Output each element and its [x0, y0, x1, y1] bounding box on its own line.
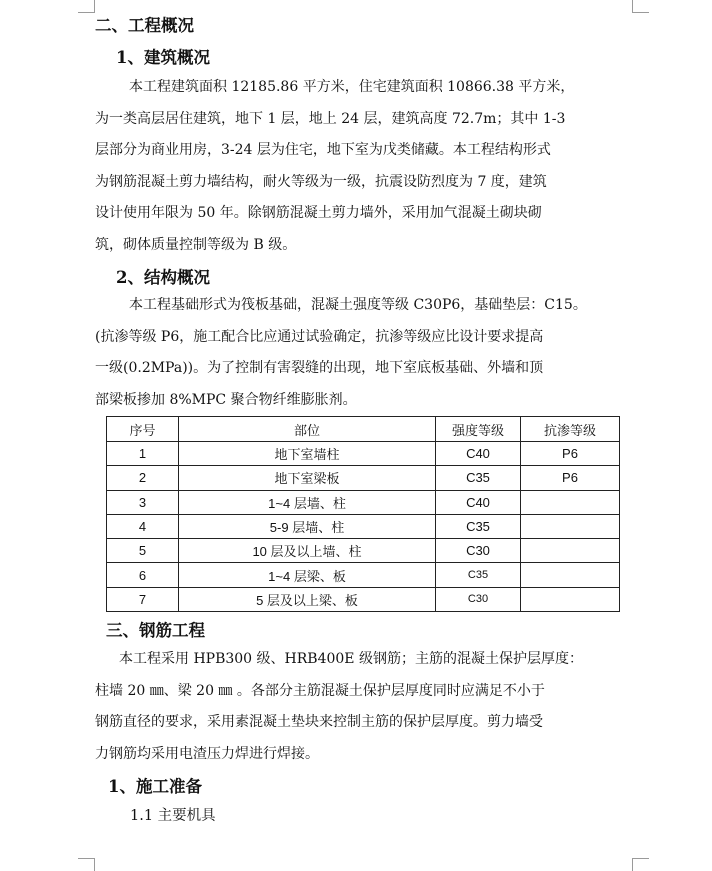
cell-strength: C35: [436, 466, 521, 490]
cell-seq: 6: [107, 563, 179, 587]
text-line: 部梁板掺加 8%MPC 聚合物纤维膨胀剂。: [95, 391, 357, 408]
heading-rebar-works: 三、钢筋工程: [106, 621, 205, 640]
cell-location: 1~4 层墙、柱: [179, 490, 436, 514]
heading-project-overview: 二、工程概况: [95, 16, 194, 35]
text-line: 筑，砌体质量控制等级为 B 级。: [95, 236, 297, 253]
crop-mark-bottom-left: [78, 858, 95, 871]
crop-mark-top-left: [78, 0, 95, 13]
table-row: [107, 442, 620, 466]
table-row: [107, 466, 620, 490]
cell-location: 地下室梁板: [179, 466, 436, 490]
cell-impermeability: [521, 514, 620, 538]
cell-impermeability: [521, 563, 620, 587]
table-row: [107, 587, 620, 611]
paragraph-structure: [95, 290, 631, 416]
cell-impermeability: [521, 587, 620, 611]
heading-architecture: 1、建筑概况: [116, 48, 210, 67]
cell-seq: 4: [107, 514, 179, 538]
text-line: 设计使用年限为 50 年。除钢筋混凝土剪力墙外，采用加气混凝土砌块砌: [95, 205, 542, 222]
cell-location: 1~4 层梁、板: [179, 563, 436, 587]
text-line: 柱墙 20 ㎜、梁 20 ㎜ 。各部分主筋混凝土保护层厚度同时应满足不小于: [95, 682, 545, 699]
cell-location: 5 层及以上梁、板: [179, 587, 436, 611]
cell-seq: 2: [107, 466, 179, 490]
paragraph-architecture: [95, 72, 631, 262]
text-line: 本工程建筑面积 12185.86 平方米，住宅建筑面积 10866.38 平方米，: [129, 79, 575, 95]
crop-mark-bottom-right: [632, 858, 649, 871]
text-line: 钢筋直径的要求，采用素混凝土垫块来控制主筋的保护层厚度。剪力墙受: [95, 714, 543, 731]
table-row: [107, 539, 620, 563]
text-line: 力钢筋均采用电渣压力焊进行焊接。: [95, 745, 319, 762]
table-row: [107, 563, 620, 587]
cell-seq: 3: [107, 490, 179, 514]
text-line: 为钢筋混凝土剪力墙结构，耐火等级为一级，抗震设防烈度为 7 度，建筑: [95, 173, 547, 190]
cell-seq: 5: [107, 539, 179, 563]
table-row: [107, 490, 620, 514]
cell-strength: C30: [436, 587, 521, 611]
cell-impermeability: [521, 539, 620, 563]
text-line: 本工程采用 HPB300 级、HRB400E 级钢筋；主筋的混凝土保护层厚度：: [119, 651, 583, 667]
header-seq: 序号: [107, 417, 179, 442]
text-line: 层部分为商业用房，3-24 层为住宅，地下室为戊类储藏。本工程结构形式: [95, 142, 551, 159]
cell-strength: C40: [436, 490, 521, 514]
heading-structure: 2、结构概况: [116, 268, 210, 287]
paragraph-rebar: [95, 644, 631, 770]
subheading-main-machinery: 1.1 主要机具: [130, 808, 216, 824]
text-line: 本工程基础形式为筏板基础，混凝土强度等级 C30P6，基础垫层：C15。: [129, 297, 587, 313]
cell-impermeability: P6: [521, 442, 620, 466]
concrete-grade-table: [106, 416, 620, 612]
text-line: 为一类高层居住建筑，地下 1 层，地上 24 层，建筑高度 72.7m；其中 1-3: [95, 110, 566, 127]
heading-construction-prep: 1、施工准备: [108, 777, 202, 796]
cell-location: 10 层及以上墙、柱: [179, 539, 436, 563]
header-strength-grade: 强度等级: [436, 417, 521, 442]
cell-location: 5-9 层墙、柱: [179, 514, 436, 538]
cell-strength: C35: [436, 514, 521, 538]
cell-impermeability: [521, 490, 620, 514]
cell-impermeability: P6: [521, 466, 620, 490]
cell-strength: C35: [436, 563, 521, 587]
cell-location: 地下室墙柱: [179, 442, 436, 466]
cell-strength: C30: [436, 539, 521, 563]
table-row: [107, 514, 620, 538]
text-line: 一级(0.2MPa))。为了控制有害裂缝的出现，地下室底板基础、外墙和顶: [95, 360, 544, 377]
crop-mark-top-right: [632, 0, 649, 13]
cell-strength: C40: [436, 442, 521, 466]
header-location: 部位: [179, 417, 436, 442]
cell-seq: 1: [107, 442, 179, 466]
table-header-row: [107, 417, 620, 442]
header-impermeability-grade: 抗渗等级: [521, 417, 620, 442]
text-line: (抗渗等级 P6，施工配合比应通过试验确定，抗渗等级应比设计要求提高: [95, 328, 544, 345]
cell-seq: 7: [107, 587, 179, 611]
